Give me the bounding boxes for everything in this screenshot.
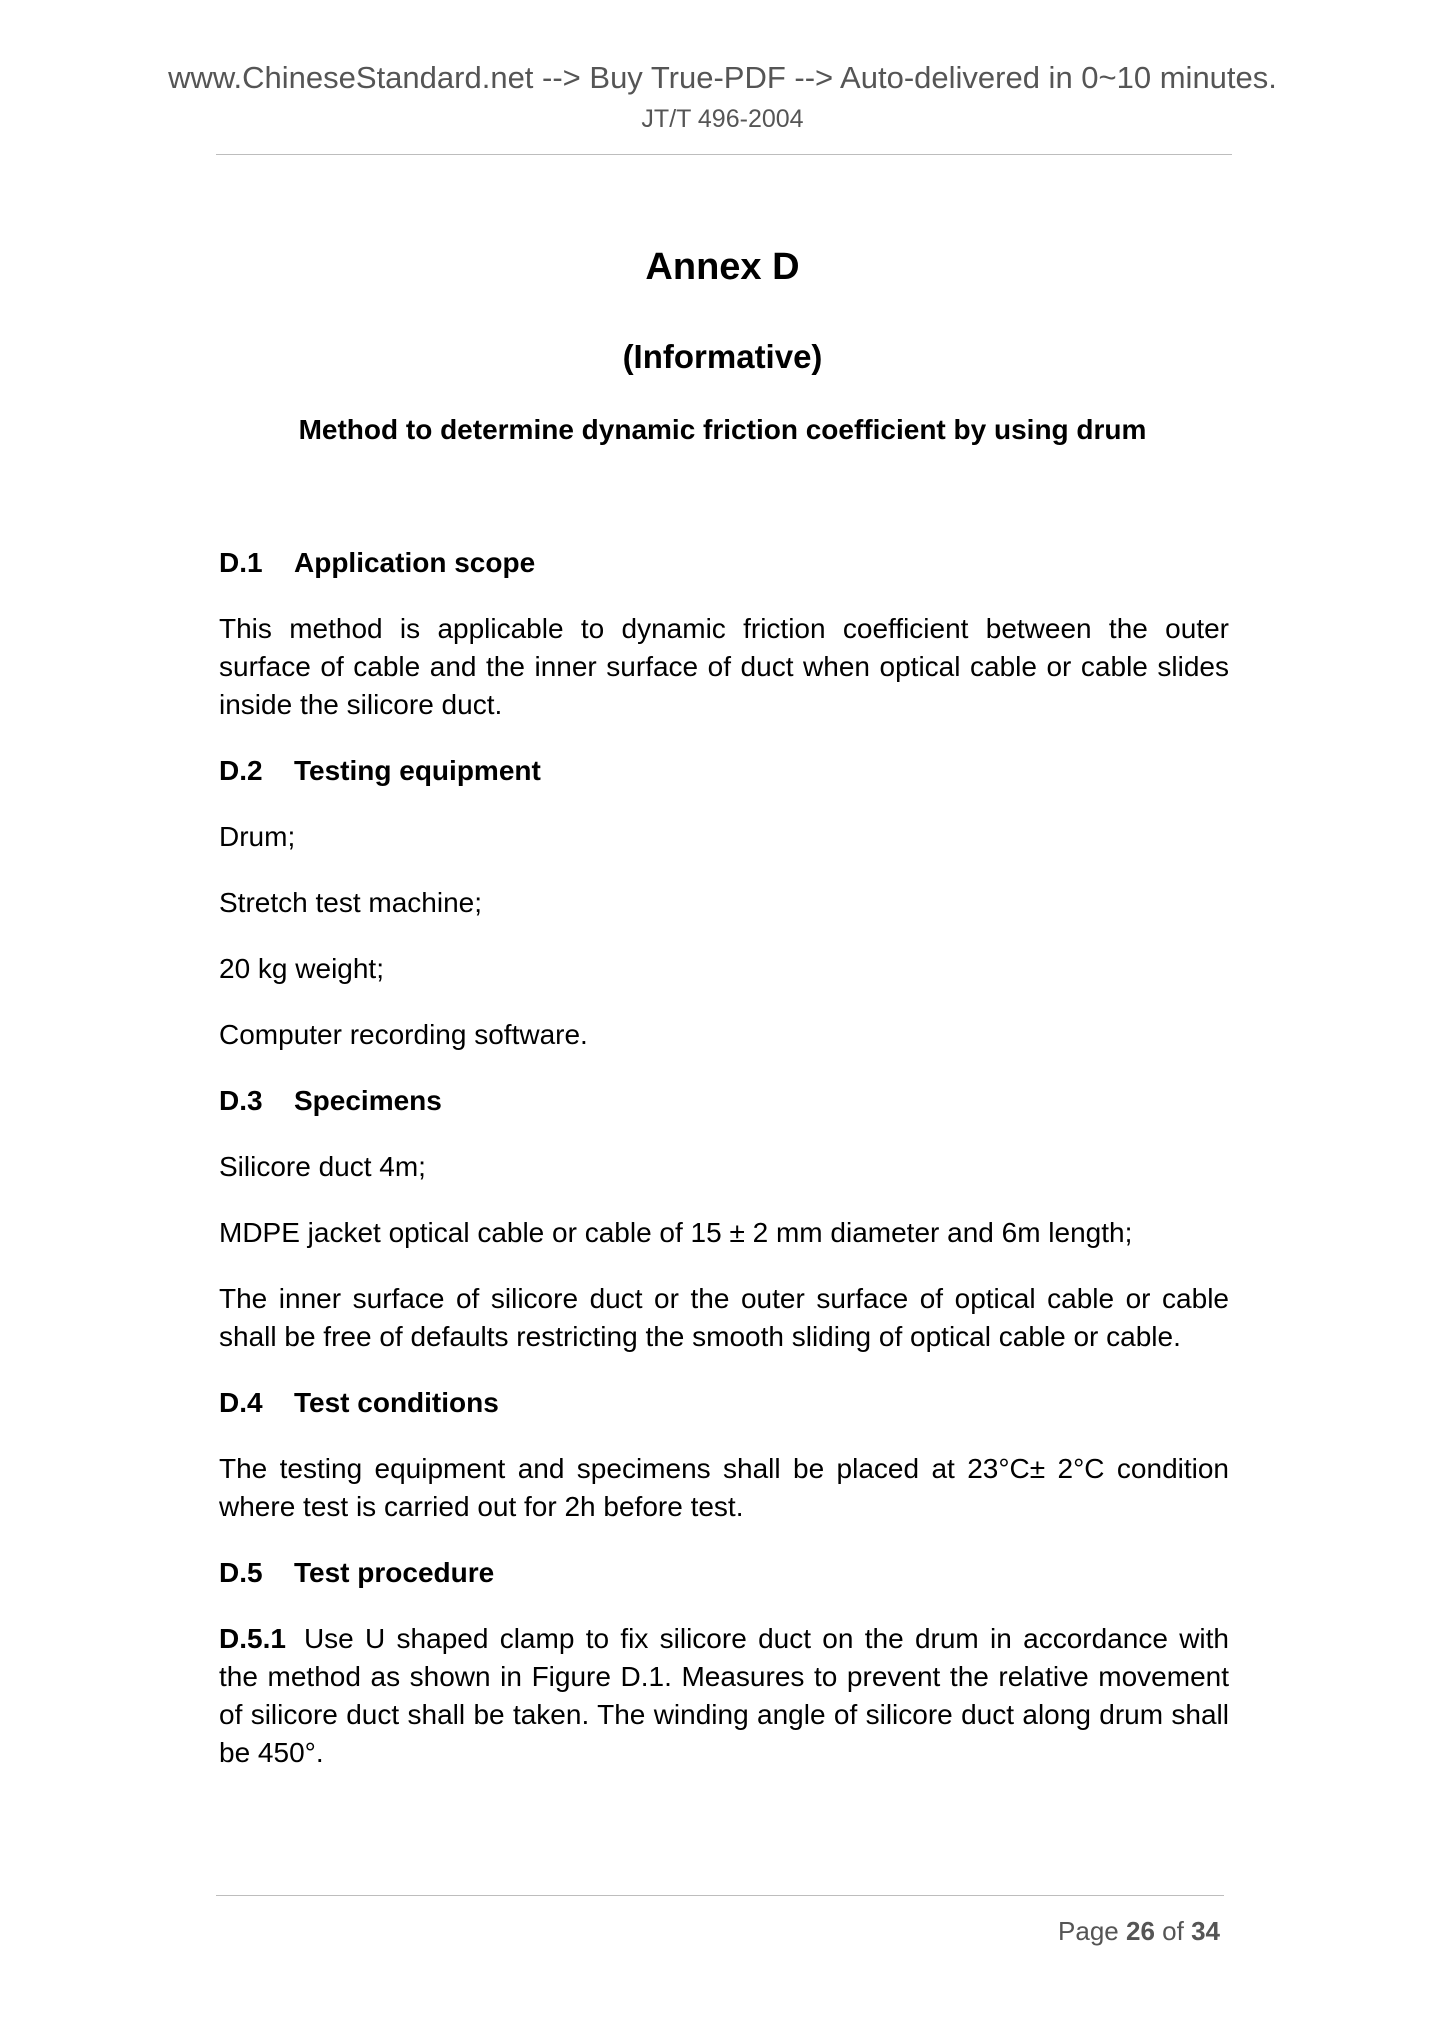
document-body: [219, 544, 1229, 1800]
clause-number: D.5.1: [219, 1623, 286, 1654]
section-title: Test conditions: [294, 1387, 499, 1418]
list-item: Computer recording software.: [219, 1019, 588, 1050]
paragraph: This method is applicable to dynamic friction coefficient between the outer surface of cable and the inner surface of duct when optical cable or cable slides inside the silicore duct.: [219, 613, 1229, 720]
section-heading-d1: [219, 544, 1229, 582]
paragraph: The inner surface of silicore duct or the outer surface of optical cable or cable shall be free of defaults restricting the smooth sliding of optical cable or cable.: [219, 1283, 1229, 1352]
section-number: D.3: [219, 1085, 263, 1116]
section-number: D.4: [219, 1387, 263, 1418]
section-title: Test procedure: [294, 1557, 495, 1588]
page-number: [1058, 1914, 1220, 1948]
list-item: Silicore duct 4m;: [219, 1151, 426, 1182]
section-title: Testing equipment: [294, 755, 541, 786]
header-standard-number: JT/T 496-2004: [641, 105, 804, 133]
header-divider: [216, 154, 1232, 155]
page-prefix: Page: [1058, 1916, 1119, 1946]
list-item: Stretch test machine;: [219, 887, 483, 918]
section-title: Specimens: [294, 1085, 442, 1116]
section-heading-d5: [219, 1554, 1229, 1592]
clause-text: Use U shaped clamp to fix silicore duct on the drum in accordance with the method as shown in Figure D.1. Measures to prevent the relative movement of silicore duct shall be taken. The winding angle of silicore duct along drum shall be 450°.: [219, 1623, 1229, 1768]
page-total: 34: [1191, 1916, 1220, 1946]
annex-description: Method to determine dynamic friction coefficient by using drum: [298, 414, 1147, 445]
section-heading-d4: [219, 1384, 1229, 1422]
page-current: 26: [1126, 1916, 1155, 1946]
section-number: D.1: [219, 547, 263, 578]
section-number: D.5: [219, 1557, 263, 1588]
page-of: of: [1162, 1916, 1184, 1946]
list-item: 20 kg weight;: [219, 953, 384, 984]
section-heading-d2: [219, 752, 1229, 790]
section-number: D.2: [219, 755, 263, 786]
list-item: MDPE jacket optical cable or cable of 15 ± 2 mm diameter and 6m length;: [219, 1217, 1133, 1248]
annex-title: Annex D: [645, 246, 800, 288]
footer-divider: [216, 1895, 1224, 1896]
section-title: Application scope: [294, 547, 536, 578]
clause-d5-1: [219, 1620, 1229, 1772]
list-item: Drum;: [219, 821, 296, 852]
paragraph: The testing equipment and specimens shall be placed at 23°C± 2°C condition where test is carried out for 2h before test.: [219, 1453, 1229, 1522]
annex-subtitle: (Informative): [622, 338, 823, 375]
header-site-banner[interactable]: www.ChineseStandard.net --> Buy True-PDF --> Auto-delivered in 0~10 minutes.: [168, 60, 1277, 95]
section-heading-d3: [219, 1082, 1229, 1120]
